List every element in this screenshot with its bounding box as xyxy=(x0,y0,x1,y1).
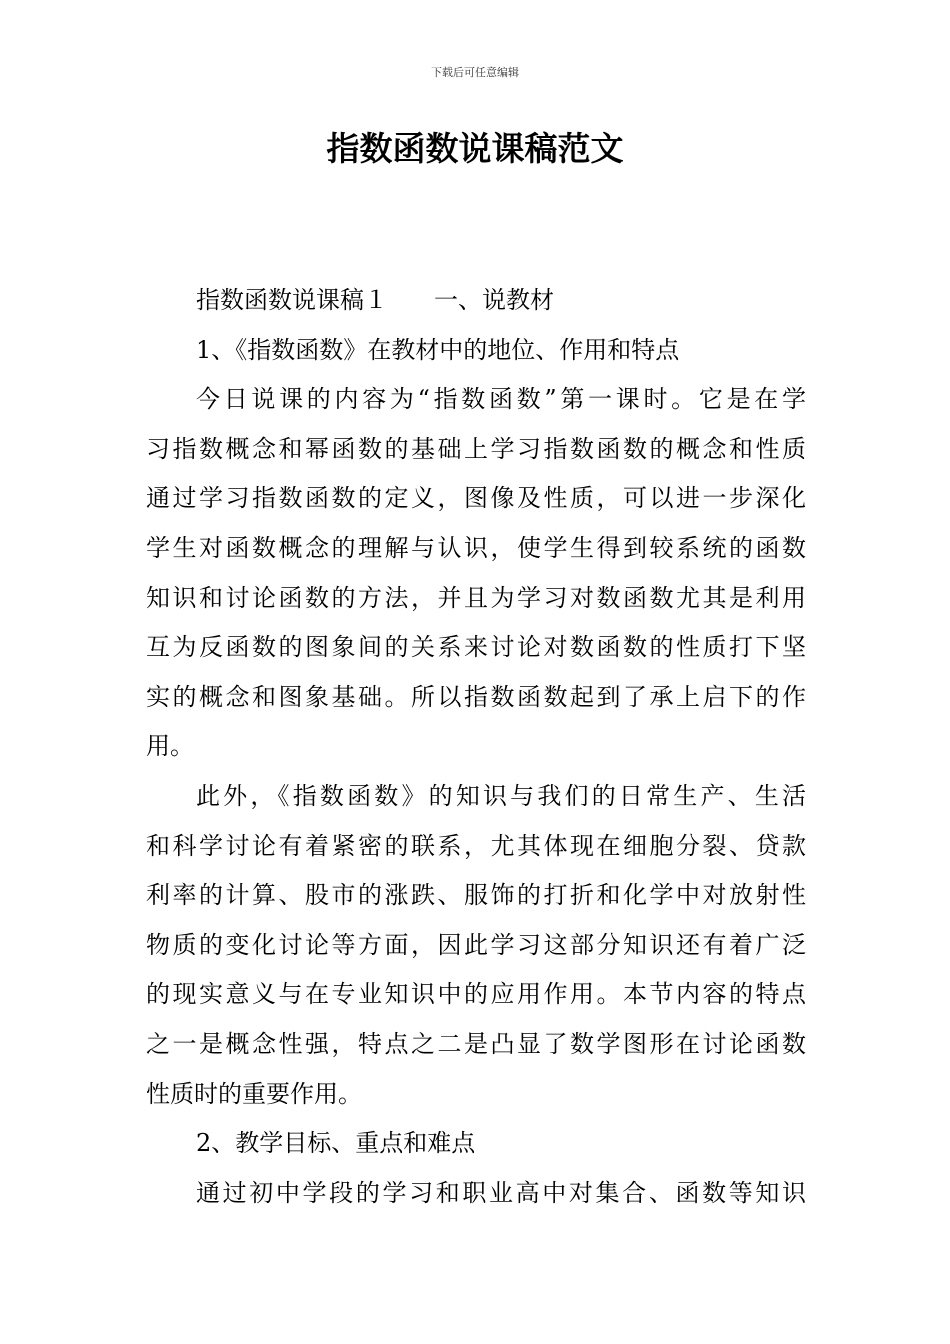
paragraph1-line: 互为反函数的图象间的关系来讨论对数函数的性质打下坚 xyxy=(146,633,806,662)
paragraph1-line: 通过学习指数函数的定义，图像及性质，可以进一步深化 xyxy=(146,484,806,513)
paragraph1-line: 今日说课的内容为“指数函数”第一课时。它是在学 xyxy=(196,385,806,414)
paragraph1-line: 习指数概念和幂函数的基础上学习指数函数的概念和性质 xyxy=(146,434,806,463)
heading-line-right: 一、说教材 xyxy=(434,286,554,314)
paragraph1-line: 实的概念和图象基础。所以指数函数起到了承上启下的作 xyxy=(146,682,806,711)
paragraph2-line: 和科学讨论有着紧密的联系，尤其体现在细胞分裂、贷款 xyxy=(146,831,806,860)
header-note: 下载后可任意编辑 xyxy=(431,66,519,79)
document-body xyxy=(146,276,806,1218)
paragraph2-line: 之一是概念性强，特点之二是凸显了数学图形在讨论函数 xyxy=(146,1029,806,1058)
heading-line xyxy=(146,276,806,326)
paragraph2-line: 利率的计算、股市的涨跌、服饰的打折和化学中对放射性 xyxy=(146,881,806,910)
paragraph2-line: 性质时的重要作用。 xyxy=(146,1079,362,1108)
paragraph2-line: 此外，《指数函数》的知识与我们的日常生产、生活 xyxy=(196,781,806,810)
heading-line-left: 指数函数说课稿１ xyxy=(196,286,388,314)
section1-heading: 1、《指数函数》在教材中的地位、作用和特点 xyxy=(196,335,680,364)
paragraph2-line: 的现实意义与在专业知识中的应用作用。本节内容的特点 xyxy=(146,980,806,1009)
section2-heading: 2、教学目标、重点和难点 xyxy=(196,1129,476,1158)
paragraph1-line: 学生对函数概念的理解与认识，使学生得到较系统的函数 xyxy=(146,533,806,562)
document-title: 指数函数说课稿范文 xyxy=(326,129,624,168)
paragraph3-line: 通过初中学段的学习和职业高中对集合、函数等知识 xyxy=(196,1178,806,1207)
paragraph1-line: 用。 xyxy=(146,732,194,761)
paragraph2-line: 物质的变化讨论等方面，因此学习这部分知识还有着广泛 xyxy=(146,930,806,959)
paragraph1-line: 知识和讨论函数的方法，并且为学习对数函数尤其是利用 xyxy=(146,583,806,612)
